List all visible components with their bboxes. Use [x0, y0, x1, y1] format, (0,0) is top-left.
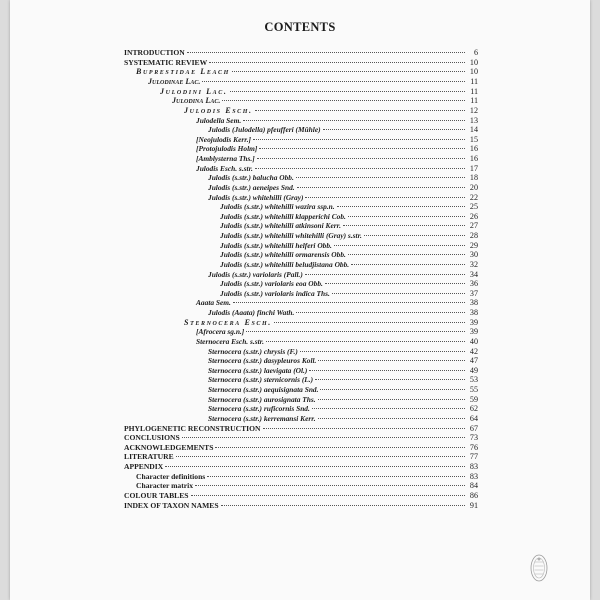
toc-entry-title: PHYLOGENETIC RECONSTRUCTION — [124, 423, 261, 433]
toc-entry-title: Julodis (s.str.) whitehilli (Gray) — [208, 192, 304, 202]
toc-entry-title: Julodella Sem. — [196, 115, 242, 125]
toc-entry-page: 83 — [469, 462, 478, 471]
toc-entry-page: 39 — [469, 317, 478, 327]
toc-entry-page: 59 — [469, 394, 478, 404]
toc-entry-page: 6 — [473, 48, 478, 58]
toc-entry-page: 10 — [469, 57, 478, 67]
toc-entry-title: Julodis (s.str.) aeneipes Snd. — [208, 182, 295, 192]
toc-entry-title: Julodis (s.str.) whitehilli whitehilli (Gray) s.str. — [220, 231, 362, 240]
toc-entry-page: 73 — [469, 433, 478, 443]
toc-entry-page: 38 — [469, 308, 478, 317]
toc-entry-page: 34 — [469, 269, 478, 279]
table-of-contents — [124, 45, 478, 510]
toc-entry-title: Sternocera (s.str.) aequisignata Snd. — [208, 385, 319, 394]
toc-entry-page: 11 — [470, 96, 478, 106]
toc-entry-title: Julodis (Aaata) finchi Wath. — [208, 308, 295, 317]
toc-entry-page: 49 — [469, 365, 478, 375]
toc-entry-title: Sternocera Esch. s.str. — [196, 336, 264, 346]
toc-entry-title: LITERATURE — [124, 452, 174, 462]
toc-entry-title: [Neojulodis Kerr.] — [196, 134, 252, 144]
toc-entry-page: 16 — [469, 154, 478, 163]
toc-entry-page: 26 — [469, 211, 478, 221]
toc-entry-title: Aaata Sem. — [196, 298, 231, 308]
toc-entry-title: SYSTEMATIC REVIEW — [124, 57, 208, 67]
toc-entry-title: Julodis (Julodella) pfeufferi (Mühle) — [208, 125, 321, 135]
toc-entry-page: 39 — [469, 327, 478, 337]
toc-entry-title: Sternocera (s.str.) aurosignata Ths. — [208, 394, 316, 404]
toc-entry — [124, 497, 478, 510]
toc-entry-page: 22 — [469, 192, 478, 202]
toc-entry-page: 16 — [469, 144, 478, 154]
toc-entry-title: [Amblysterna Ths.] — [196, 154, 255, 163]
toc-entry-page: 12 — [469, 105, 478, 115]
page-title: CONTENTS — [264, 20, 336, 34]
toc-entry-page: 17 — [469, 163, 478, 173]
toc-entry-page: 53 — [469, 375, 478, 385]
toc-entry-title: [Afrocera sg.n.] — [196, 327, 245, 337]
toc-entry-title: Julodis (s.str.) whitehilli wazira ssp.n. — [220, 202, 335, 212]
toc-entry-title: Julodis (s.str.) balucha Obb. — [208, 173, 294, 183]
toc-entry-page: 28 — [469, 231, 478, 240]
dot-leader — [221, 495, 465, 506]
toc-entry-title: APPENDIX — [124, 462, 164, 471]
toc-entry-page: 11 — [470, 77, 478, 86]
toc-entry-title: Julodis Esch. s.str. — [196, 163, 253, 173]
toc-entry-page: 32 — [469, 259, 478, 269]
toc-entry-page: 25 — [469, 202, 478, 212]
toc-entry-title: INTRODUCTION — [124, 48, 185, 58]
toc-entry-page: 64 — [469, 413, 478, 423]
toc-entry-title: Julodis (s.str.) whitehilli atkinsoni Kerr. — [220, 221, 341, 231]
toc-entry-page: 42 — [469, 346, 478, 356]
document-page — [10, 0, 590, 600]
toc-entry-page: 55 — [469, 385, 478, 394]
toc-entry-title: Sternocera (s.str.) sternicornis (L.) — [208, 375, 314, 385]
publisher-seal-icon — [530, 554, 548, 582]
toc-entry-page: 14 — [469, 125, 478, 135]
toc-entry-title: [Protojulodis Holm] — [196, 144, 258, 154]
toc-entry-title: Character matrix — [136, 481, 194, 491]
toc-entry-page: 84 — [469, 481, 478, 491]
toc-entry-title: Julodini Lac. — [160, 86, 228, 96]
toc-entry-title: Julodis (s.str.) whitehilli klapperichi Cob. — [220, 211, 346, 221]
toc-entry-title: Julodis Esch. — [184, 105, 253, 115]
toc-entry-title: Sternocera (s.str.) laevigata (Ol.) — [208, 365, 308, 375]
toc-entry-page: 91 — [469, 500, 478, 510]
toc-entry-title: Sternocera (s.str.) dasypleuros Koll. — [208, 356, 317, 366]
toc-entry-title: COLOUR TABLES — [124, 490, 189, 500]
toc-entry-page: 40 — [469, 336, 478, 346]
toc-entry-page: 67 — [469, 423, 478, 433]
toc-entry-title: Julodis (s.str.) variolaris eoa Obb. — [220, 279, 323, 289]
toc-entry-title: Julodis (s.str.) whitehilli helferi Obb. — [220, 240, 332, 250]
toc-entry-page: 29 — [469, 240, 478, 250]
toc-entry-title: Julodis (s.str.) variolaris (Pall.) — [208, 269, 303, 279]
toc-entry-page: 86 — [469, 490, 478, 500]
toc-entry-title: Julodis (s.str.) whitehilli beludjistana Obb. — [220, 259, 350, 269]
toc-entry-title: INDEX OF TAXON NAMES — [124, 500, 219, 510]
toc-entry-page: 38 — [469, 298, 478, 308]
toc-entry-page: 83 — [469, 471, 478, 481]
toc-entry-page: 18 — [469, 173, 478, 183]
toc-entry-page: 37 — [469, 288, 478, 298]
toc-entry-page: 36 — [469, 279, 478, 289]
toc-entry-title: Character definitions — [136, 471, 206, 481]
toc-entry-title: ACKNOWLEDGEMENTS — [124, 442, 214, 452]
toc-entry-title: Julodina Lac. — [172, 96, 221, 106]
toc-entry-page: 13 — [469, 115, 478, 125]
toc-entry-page: 76 — [469, 442, 478, 452]
toc-entry-title: Sternocera (s.str.) ruficornis Snd. — [208, 404, 310, 414]
toc-entry-title: Buprestidae Leach — [136, 67, 230, 77]
toc-entry-page: 10 — [469, 67, 478, 77]
toc-entry-title: Sternocera Esch. — [184, 317, 272, 327]
toc-entry-title: Julodis (s.str.) variolaris indica Ths. — [220, 288, 330, 298]
toc-entry-page: 77 — [469, 452, 478, 462]
toc-entry-page: 27 — [469, 221, 478, 231]
toc-entry-title: Julodis (s.str.) whitehilli ormarensis Obb. — [220, 250, 346, 260]
toc-entry-title: CONCLUSIONS — [124, 433, 180, 443]
toc-entry-page: 20 — [469, 182, 478, 192]
toc-entry-page: 30 — [469, 250, 478, 260]
toc-entry-page: 47 — [469, 356, 478, 366]
toc-entry-page: 11 — [470, 86, 478, 96]
toc-entry-page: 15 — [469, 134, 478, 144]
toc-entry-page: 62 — [469, 404, 478, 414]
toc-entry-title: Julodinae Lac. — [148, 77, 201, 86]
toc-entry-title: Sternocera (s.str.) chrysis (F.) — [208, 346, 298, 356]
toc-entry-title: Sternocera (s.str.) kerremansi Kerr. — [208, 413, 316, 423]
